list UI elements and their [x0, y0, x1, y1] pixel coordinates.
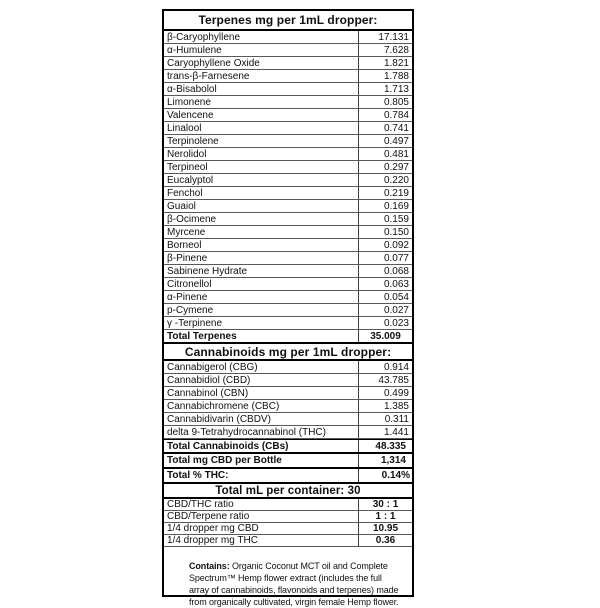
- terpene-row: [164, 135, 412, 148]
- terpene-row: [164, 44, 412, 57]
- terpene-row: [164, 265, 412, 278]
- terpene-name: Borneol: [164, 239, 359, 251]
- cannabinoid-name: Cannabichromene (CBC): [164, 400, 359, 412]
- terpene-cannabinoid-table: [162, 9, 414, 607]
- terpene-name: Terpinolene: [164, 135, 359, 147]
- total-cannabinoids-value: 48.335: [375, 440, 406, 452]
- terpene-value: 0.068: [383, 265, 409, 277]
- terpene-value: 1.788: [383, 70, 409, 82]
- terpene-value: 0.784: [383, 109, 409, 121]
- cannabinoid-value: 0.914: [383, 361, 409, 373]
- total-cbd-per-bottle-label: Total mg CBD per Bottle: [164, 454, 359, 467]
- terpene-row: [164, 252, 412, 265]
- terpene-name: β-Ocimene: [164, 213, 359, 225]
- terpene-value: 0.077: [383, 252, 409, 264]
- terpene-name: Valencene: [164, 109, 359, 121]
- container-row-label: 1/4 dropper mg THC: [164, 535, 359, 546]
- cannabinoids-section-header: Cannabinoids mg per 1mL dropper:: [164, 344, 412, 361]
- container-section-header: Total mL per container: 30: [164, 484, 412, 499]
- terpene-name: p-Cymene: [164, 304, 359, 316]
- terpene-row: [164, 226, 412, 239]
- terpene-row: [164, 70, 412, 83]
- terpene-row: [164, 148, 412, 161]
- cannabinoid-row: [164, 400, 412, 413]
- cannabinoid-row: [164, 426, 412, 439]
- terpene-name: α-Humulene: [164, 44, 359, 56]
- container-row: [164, 535, 412, 547]
- total-percent-thc-label: Total % THC:: [164, 469, 359, 482]
- terpene-name: Eucalyptol: [164, 174, 359, 186]
- terpene-value: 0.497: [383, 135, 409, 147]
- terpene-row: [164, 83, 412, 96]
- cannabinoid-value: 1.441: [383, 426, 409, 438]
- cannabinoid-name: Cannabidivarin (CBDV): [164, 413, 359, 425]
- terpene-value: 0.023: [383, 317, 409, 329]
- terpene-name: Linalool: [164, 122, 359, 134]
- terpene-row: [164, 278, 412, 291]
- total-cbd-per-bottle-value: 1,314: [380, 455, 406, 466]
- terpene-name: Nerolidol: [164, 148, 359, 160]
- terpene-name: Terpineol: [164, 161, 359, 173]
- terpene-value: 0.741: [383, 122, 409, 134]
- terpene-row: [164, 161, 412, 174]
- terpene-row: [164, 174, 412, 187]
- cannabinoid-row: [164, 361, 412, 374]
- container-row-value: 0.36: [375, 535, 396, 546]
- terpene-row: [164, 109, 412, 122]
- total-percent-thc-value: 0.14%: [381, 470, 410, 481]
- terpene-value: 0.481: [383, 148, 409, 160]
- terpene-value: 0.063: [383, 278, 409, 290]
- terpenes-section-header: Terpenes mg per 1mL dropper:: [164, 11, 412, 31]
- contains-text: Organic Coconut MCT oil and Complete Spectrum™ Hemp flower extract (includes the full array of cannabinoids, flavonoids and terpenes) made from organically cultivated, virgin female Hemp flower.: [189, 561, 399, 607]
- terpene-row: [164, 31, 412, 44]
- cannabinoid-name: Cannabigerol (CBG): [164, 361, 359, 373]
- terpene-name: α-Pinene: [164, 291, 359, 303]
- total-terpenes-row: [164, 330, 412, 344]
- terpene-value: 0.219: [383, 187, 409, 199]
- terpene-name: Limonene: [164, 96, 359, 108]
- cannabinoid-value: 43.785: [378, 374, 409, 386]
- terpene-name: α-Bisabolol: [164, 83, 359, 95]
- terpene-row: [164, 187, 412, 200]
- container-row-value: 1 : 1: [375, 511, 396, 522]
- container-row-label: CBD/Terpene ratio: [164, 511, 359, 522]
- terpene-value: 0.092: [383, 239, 409, 251]
- cannabinoid-row: [164, 413, 412, 426]
- terpene-value: 7.628: [383, 44, 409, 56]
- terpene-row: [164, 304, 412, 317]
- terpene-name: Caryophyllene Oxide: [164, 57, 359, 69]
- terpene-name: Citronellol: [164, 278, 359, 290]
- terpenes-rows: [164, 31, 412, 330]
- contains-note: [164, 547, 412, 608]
- terpene-row: [164, 122, 412, 135]
- cannabinoids-rows: [164, 361, 412, 439]
- container-row: [164, 511, 412, 523]
- terpene-row: [164, 317, 412, 330]
- container-row-label: 1/4 dropper mg CBD: [164, 523, 359, 534]
- container-row: [164, 523, 412, 535]
- total-percent-thc-row: [164, 469, 412, 484]
- cannabinoid-name: Cannabinol (CBN): [164, 387, 359, 399]
- total-terpenes-label: Total Terpenes: [164, 330, 359, 342]
- container-row-value: 10.95: [372, 523, 399, 534]
- terpene-row: [164, 200, 412, 213]
- contains-label: Contains:: [189, 561, 230, 571]
- terpene-name: trans-β-Farnesene: [164, 70, 359, 82]
- total-cbd-per-bottle-row: [164, 454, 412, 469]
- terpene-value: 0.159: [383, 213, 409, 225]
- terpene-name: Myrcene: [164, 226, 359, 238]
- cannabinoid-name: delta 9-Tetrahydrocannabinol (THC): [164, 426, 359, 438]
- terpene-row: [164, 291, 412, 304]
- cannabinoid-value: 1.385: [383, 400, 409, 412]
- container-row-label: CBD/THC ratio: [164, 499, 359, 510]
- terpene-name: Fenchol: [164, 187, 359, 199]
- terpene-value: 0.169: [383, 200, 409, 212]
- cannabinoid-value: 0.311: [384, 413, 409, 425]
- terpene-row: [164, 213, 412, 226]
- terpene-value: 1.713: [383, 83, 409, 95]
- terpene-value: 0.220: [383, 174, 409, 186]
- cannabinoid-value: 0.499: [383, 387, 409, 399]
- terpene-value: 0.805: [383, 96, 409, 108]
- total-terpenes-value: 35.009: [370, 330, 401, 342]
- terpene-name: β-Pinene: [164, 252, 359, 264]
- cannabinoid-row: [164, 374, 412, 387]
- total-cannabinoids-row: [164, 439, 412, 454]
- cannabinoid-name: Cannabidiol (CBD): [164, 374, 359, 386]
- terpene-value: 1.821: [383, 57, 409, 69]
- container-row-value: 30 : 1: [372, 499, 399, 510]
- total-cannabinoids-label: Total Cannabinoids (CBs): [164, 440, 359, 452]
- terpene-row: [164, 96, 412, 109]
- terpene-row: [164, 57, 412, 70]
- terpene-value: 0.297: [383, 161, 409, 173]
- terpene-name: γ -Terpinene: [164, 317, 359, 329]
- terpene-value: 17.131: [378, 31, 409, 43]
- terpene-value: 0.150: [383, 226, 409, 238]
- container-row: [164, 499, 412, 511]
- terpene-row: [164, 239, 412, 252]
- terpene-name: β-Caryophyllene: [164, 31, 359, 43]
- terpene-name: Sabinene Hydrate: [164, 265, 359, 277]
- cannabinoid-row: [164, 387, 412, 400]
- container-rows: [164, 499, 412, 547]
- terpene-value: 0.054: [383, 291, 409, 303]
- terpene-name: Guaiol: [164, 200, 359, 212]
- terpene-value: 0.027: [383, 304, 409, 316]
